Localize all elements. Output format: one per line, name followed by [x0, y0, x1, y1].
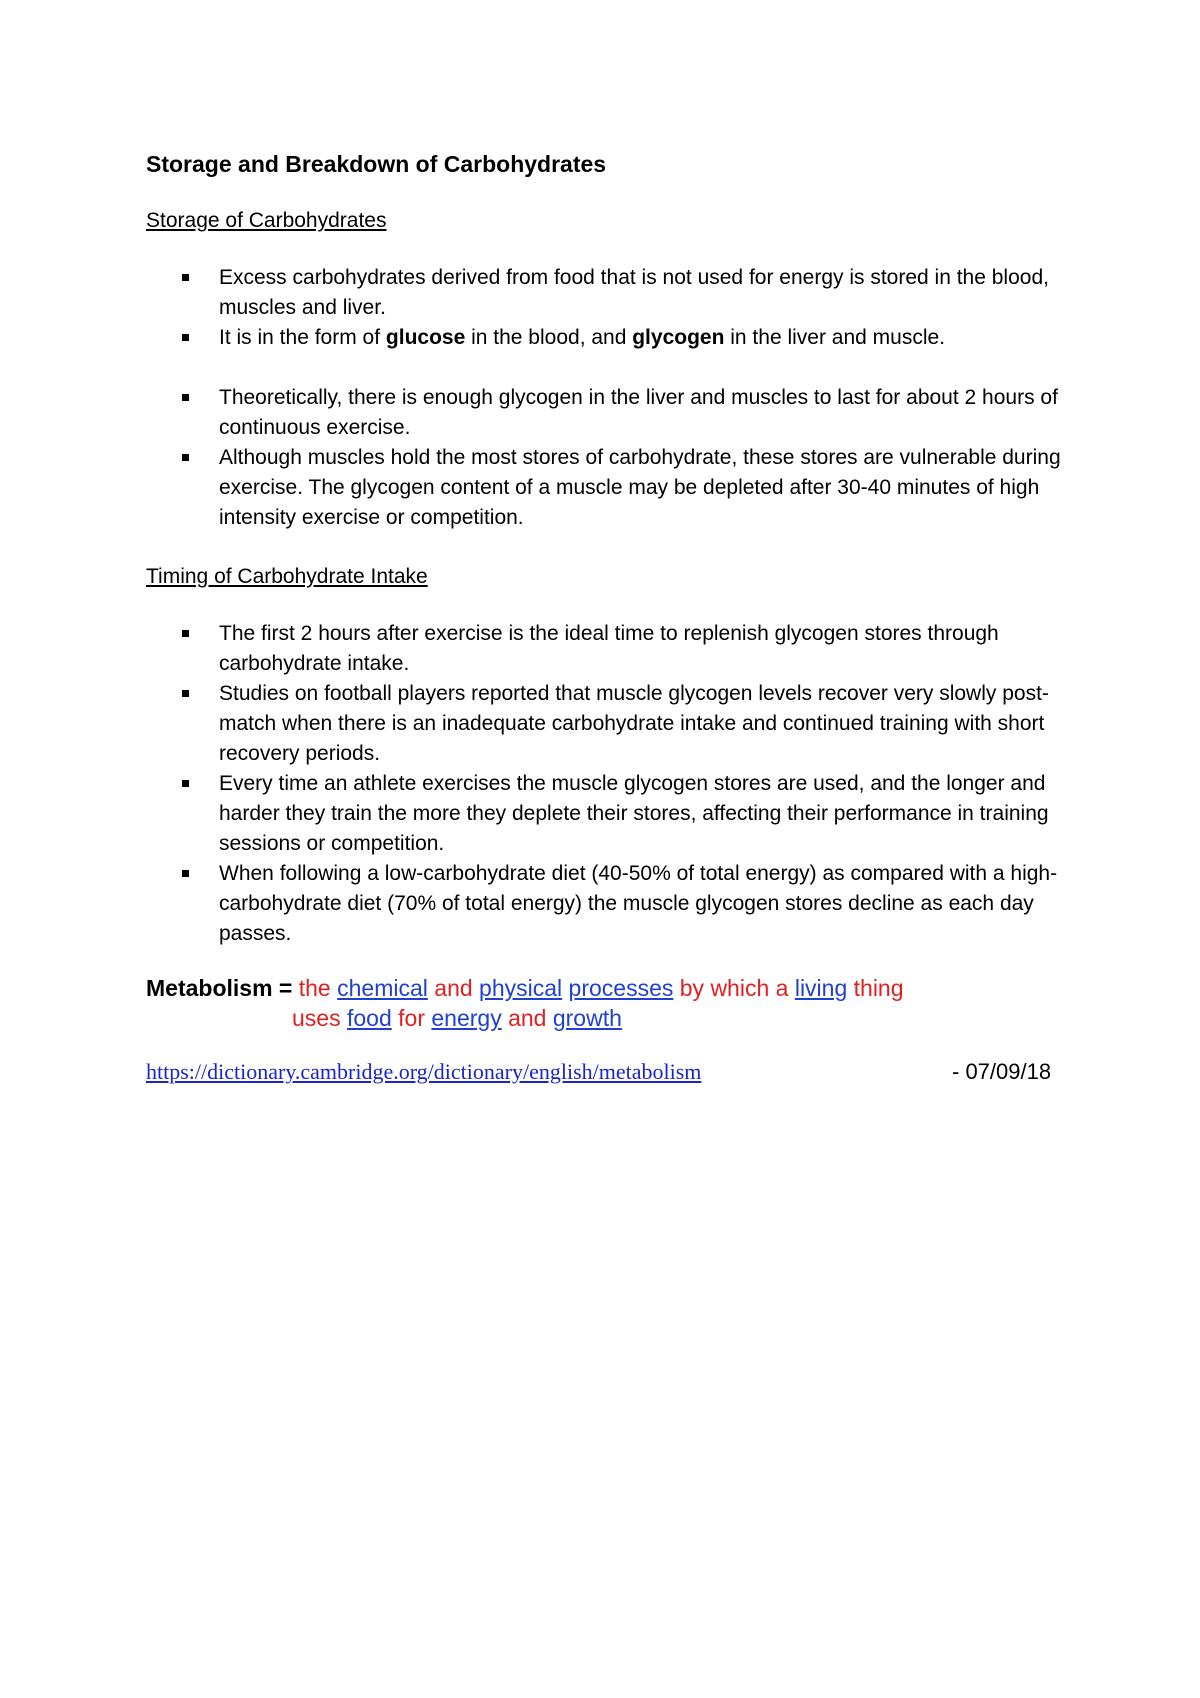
storage-bullet-list: [146, 263, 1066, 353]
square-bullet-icon: [182, 274, 189, 281]
link-food[interactable]: food: [346, 1005, 392, 1031]
definition-text: the: [298, 975, 338, 1001]
link-physical[interactable]: physical: [479, 975, 563, 1001]
bullet-text-post: in the liver and muscle.: [724, 326, 946, 349]
definition-text: for: [391, 1005, 432, 1031]
timing-bullet-list: [146, 619, 1066, 949]
term-glucose: glucose: [385, 326, 466, 349]
metabolism-definition: [146, 973, 1066, 1033]
bullet-text: When following a low-carbohydrate diet (40-50% of total energy) as compared with a high-carbohydrate diet (70% of total energy) the muscle glycogen stores decline as each day passes.: [219, 862, 1058, 945]
definition-text: uses: [292, 1005, 347, 1031]
definition-text: and: [427, 975, 480, 1001]
bullet-text: Excess carbohydrates derived from food that is not used for energy is stored in the blood, muscles and liver.: [219, 266, 1049, 319]
list-item: [146, 443, 1066, 533]
bullet-text-pre: It is in the form of: [219, 326, 386, 349]
list-item: [146, 859, 1066, 949]
definition-equals: =: [272, 975, 299, 1001]
section-heading-timing: Timing of Carbohydrate Intake: [146, 565, 428, 588]
link-growth[interactable]: growth: [552, 1005, 622, 1031]
bullet-text: The first 2 hours after exercise is the ideal time to replenish glycogen stores through carbohydrate intake.: [219, 622, 999, 675]
document-title: Storage and Breakdown of Carbohydrates: [146, 151, 607, 177]
link-living[interactable]: living: [794, 975, 848, 1001]
definition-line-1: [146, 973, 1066, 1003]
bullet-text: Although muscles hold the most stores of carbohydrate, these stores are vulnerable during exercise. The glycogen content of a muscle may be depleted after 30-40 minutes of high intensity exercise or competition.: [219, 446, 1061, 529]
definition-line-2: [146, 1003, 1066, 1033]
square-bullet-icon: [182, 394, 189, 401]
square-bullet-icon: [182, 334, 189, 341]
square-bullet-icon: [182, 454, 189, 461]
bullet-text: Theoretically, there is enough glycogen in the liver and muscles to last for about 2 hours of continuous exercise.: [219, 386, 1058, 439]
section-heading-storage: Storage of Carbohydrates: [146, 209, 387, 232]
list-item: [146, 769, 1066, 859]
definition-label: Metabolism: [146, 975, 273, 1001]
link-energy[interactable]: energy: [431, 1005, 502, 1031]
document-page: [146, 150, 1066, 1089]
square-bullet-icon: [182, 690, 189, 697]
bullet-text-mid: in the blood, and: [465, 326, 633, 349]
definition-text: by which a: [673, 975, 795, 1001]
list-item: [146, 383, 1066, 443]
list-item: [146, 679, 1066, 769]
square-bullet-icon: [182, 870, 189, 877]
term-glycogen: glycogen: [632, 326, 725, 349]
square-bullet-icon: [182, 630, 189, 637]
link-processes[interactable]: processes: [568, 975, 674, 1001]
list-item: [146, 263, 1066, 323]
bullet-text: Every time an athlete exercises the muscle glycogen stores are used, and the longer and harder they train the more they deplete their stores, affecting their performance in training sessions or competition.: [219, 772, 1049, 855]
source-link[interactable]: https://dictionary.cambridge.org/dictionary/english/metabolism: [146, 1059, 702, 1084]
source-citation: [146, 1057, 1066, 1089]
link-chemical[interactable]: chemical: [337, 975, 428, 1001]
storage-bullet-list-2: [146, 383, 1066, 533]
definition-text: thing: [847, 975, 904, 1001]
list-item: [146, 323, 1066, 353]
square-bullet-icon: [182, 780, 189, 787]
list-item: [146, 619, 1066, 679]
definition-text: and: [501, 1005, 553, 1031]
source-date: - 07/09/18: [952, 1059, 1052, 1084]
bullet-text: Studies on football players reported that muscle glycogen levels recover very slowly post-match when there is an inadequate carbohydrate intake and continued training with short recovery periods.: [219, 682, 1049, 765]
